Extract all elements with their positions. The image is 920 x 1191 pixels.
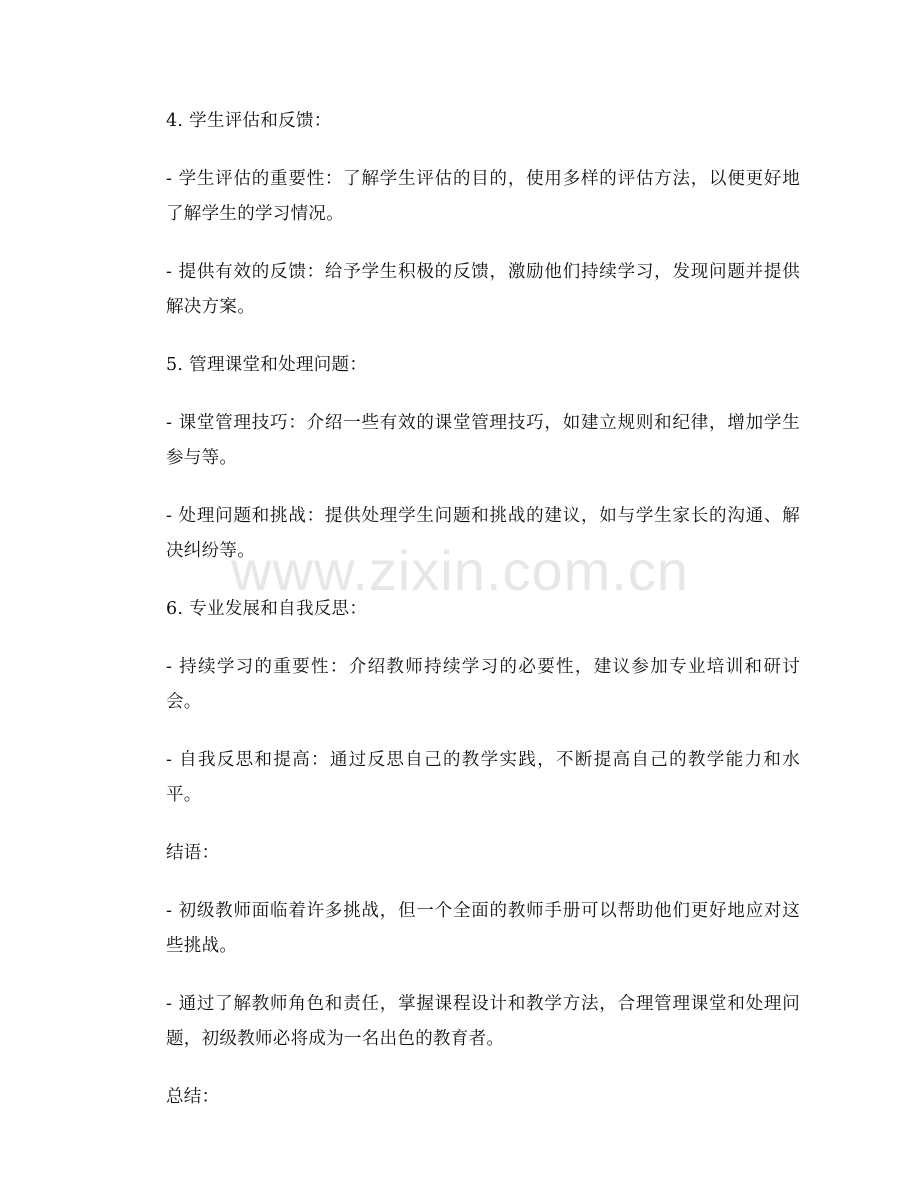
bullet-management-skills: - 课堂管理技巧：介绍一些有效的课堂管理技巧，如建立规则和纪律，增加学生参与等。 — [166, 413, 800, 468]
section-heading-student-assessment: 4. 学生评估和反馈： — [166, 111, 332, 131]
document-body — [166, 104, 800, 1138]
bullet-continuous-learning: - 持续学习的重要性：介绍教师持续学习的必要性，建议参加专业培训和研讨会。 — [166, 657, 800, 712]
bullet-self-reflection: - 自我反思和提高：通过反思自己的教学实践，不断提高自己的教学能力和水平。 — [166, 750, 800, 805]
bullet-assessment-importance: - 学生评估的重要性：了解学生评估的目的，使用多样的评估方法，以便更好地了解学生的学习情况。 — [166, 169, 800, 224]
bullet-conclusion-outcome: - 通过了解教师角色和责任，掌握课程设计和教学方法，合理管理课堂和处理问题，初级教师必将成为一名出色的教育者。 — [166, 994, 800, 1049]
bullet-handling-problems: - 处理问题和挑战：提供处理学生问题和挑战的建议，如与学生家长的沟通、解决纠纷等。 — [166, 506, 800, 561]
section-heading-conclusion: 结语： — [166, 843, 220, 863]
section-heading-professional-development: 6. 专业发展和自我反思： — [166, 599, 368, 619]
section-heading-classroom-management: 5. 管理课堂和处理问题： — [166, 355, 368, 375]
watermark: www.zixin.com.cn — [231, 539, 689, 602]
bullet-effective-feedback: - 提供有效的反馈：给予学生积极的反馈，激励他们持续学习，发现问题并提供解决方案。 — [166, 262, 800, 317]
section-heading-summary: 总结： — [166, 1087, 220, 1107]
bullet-conclusion-challenges: - 初级教师面临着许多挑战，但一个全面的教师手册可以帮助他们更好地应对这些挑战。 — [166, 901, 800, 956]
